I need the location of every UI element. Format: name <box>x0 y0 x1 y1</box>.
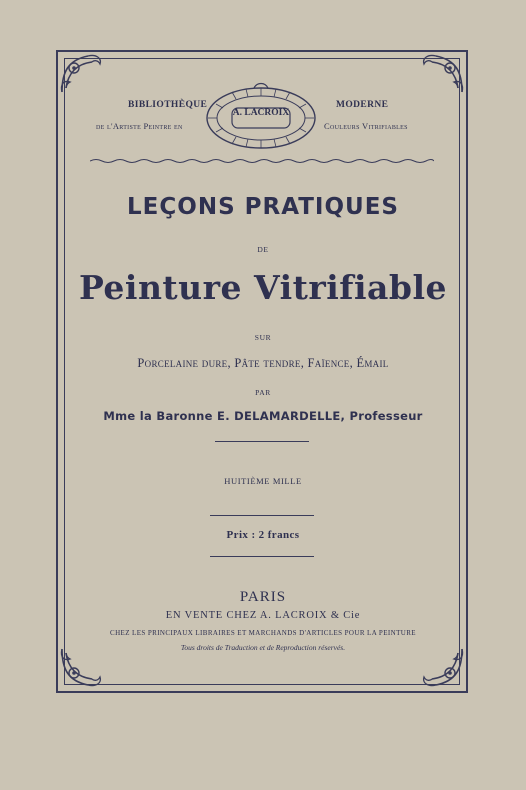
publisher-emblem-icon <box>202 80 320 156</box>
word-par: PAR <box>255 388 271 397</box>
emblem-label: A. LACROIX <box>232 108 290 118</box>
author-line: Mme la Baronne E. DELAMARDELLE, Professeur <box>103 409 423 423</box>
materials-line: Porcelaine dure, Pâte tendre, Faïence, Émail <box>137 356 389 370</box>
rights-notice: Tous droits de Traduction et de Reproduction réservés. <box>180 643 346 652</box>
word-de: DE <box>257 245 269 254</box>
corner-ornament-icon <box>58 52 106 96</box>
publisher-distributors: CHEZ LES PRINCIPAUX LIBRAIRES ET MARCHANDS D'ARTICLES POUR LA PEINTURE <box>110 629 416 637</box>
publisher-city: PARIS <box>239 589 287 605</box>
divider <box>210 556 314 557</box>
divider <box>215 441 309 442</box>
corner-ornament-icon <box>418 52 466 96</box>
ornamental-rule <box>90 158 434 164</box>
header-moderne: MODERNE <box>336 100 389 110</box>
header-couleurs-vitrifiables: Couleurs Vitrifiables <box>324 121 408 131</box>
title-peinture-vitrifiable: Peinture Vitrifiable <box>78 268 447 307</box>
title-lecons-pratiques: LEÇONS PRATIQUES <box>127 194 399 220</box>
word-sur: SUR <box>254 333 272 342</box>
edition-mille: HUITIÈME MILLE <box>224 476 302 486</box>
header-bibliotheque: BIBLIOTHÈQUE <box>128 100 208 110</box>
publisher-sale: EN VENTE CHEZ A. LACROIX & Cie <box>165 610 361 621</box>
divider <box>210 515 314 516</box>
header-artiste-peintre: de l'Artiste Peintre en <box>96 121 183 131</box>
price-label: Prix : 2 francs <box>226 529 300 541</box>
